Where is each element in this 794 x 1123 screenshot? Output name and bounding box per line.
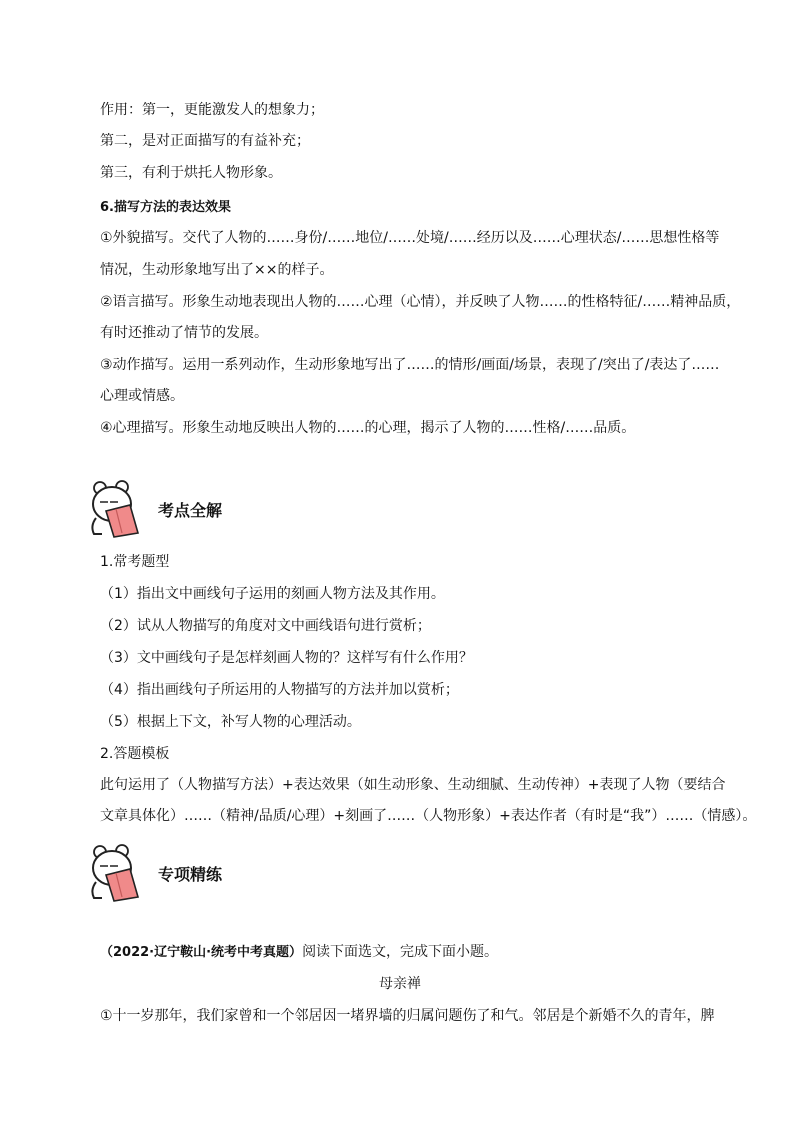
language-desc-line-2: 有时还推动了情节的发展。 bbox=[100, 325, 268, 341]
appearance-desc-line-1: ①外貌描写。交代了人物的……身份/……地位/……处境/……经历以及……心理状态/……思想性格等 bbox=[100, 230, 720, 246]
effect-line-1: 作用：第一，更能激发人的想象力； bbox=[100, 102, 324, 118]
effect-line-2: 第二，是对正面描写的有益补充； bbox=[100, 133, 310, 149]
section-title-kaodian: 考点全解 bbox=[158, 501, 223, 520]
section-header-kaodian bbox=[86, 478, 386, 538]
section-header-zhuanxiang bbox=[86, 842, 386, 902]
question-type-1: （1）指出文中画线句子运用的刻画人物方法及其作用。 bbox=[100, 586, 445, 602]
heading-question-types: 1.常考题型 bbox=[100, 554, 170, 570]
question-type-2: （2）试从人物描写的角度对文中画线语句进行赏析； bbox=[100, 618, 431, 634]
heading-6: 6.描写方法的表达效果 bbox=[100, 200, 231, 215]
exam-instruction: 阅读下面选文，完成下面小题。 bbox=[302, 944, 499, 960]
bear-reading-book-icon bbox=[86, 842, 146, 902]
exam-source-line bbox=[100, 942, 700, 963]
answer-template-line-1: 此句运用了（人物描写方法）+表达效果（如生动形象、生动细腻、生动传神）+表现了人物（要结合 bbox=[100, 777, 726, 793]
section-title-zhuanxiang: 专项精练 bbox=[158, 865, 223, 884]
action-desc-line-1: ③动作描写。运用一系列动作，生动形象地写出了……的情形/画面/场景，表现了/突出了/表达了…… bbox=[100, 357, 720, 373]
question-type-5: （5）根据上下文，补写人物的心理活动。 bbox=[100, 714, 361, 730]
exam-source: （2022·辽宁鞍山·统考中考真题） bbox=[100, 945, 303, 960]
passage-paragraph-1: ①十一岁那年，我们家曾和一个邻居因一堵界墙的归属问题伤了和气。邻居是个新婚不久的青年，脾 bbox=[100, 1008, 715, 1024]
question-type-4: （4）指出画线句子所运用的人物描写的方法并加以赏析； bbox=[100, 682, 459, 698]
action-desc-line-2: 心理或情感。 bbox=[100, 388, 184, 404]
passage-title: 母亲禅 bbox=[379, 976, 421, 992]
heading-answer-template: 2.答题模板 bbox=[100, 746, 170, 762]
effect-line-3: 第三，有利于烘托人物形象。 bbox=[100, 165, 282, 181]
appearance-desc-line-2: 情况，生动形象地写出了××的样子。 bbox=[100, 262, 334, 278]
language-desc-line-1: ②语言描写。形象生动地表现出人物的……心理（心情），并反映了人物……的性格特征/……精神品质， bbox=[100, 294, 741, 310]
psychology-desc-line: ④心理描写。形象生动地反映出人物的……的心理，揭示了人物的……性格/……品质。 bbox=[100, 420, 636, 436]
question-type-3: （3）文中画线句子是怎样刻画人物的？这样写有什么作用？ bbox=[100, 650, 473, 666]
bear-reading-book-icon bbox=[86, 478, 146, 538]
answer-template-line-2: 文章具体化）……（精神/品质/心理）+刻画了……（人物形象）+表达作者（有时是“我”）……（情感）。 bbox=[100, 808, 757, 824]
